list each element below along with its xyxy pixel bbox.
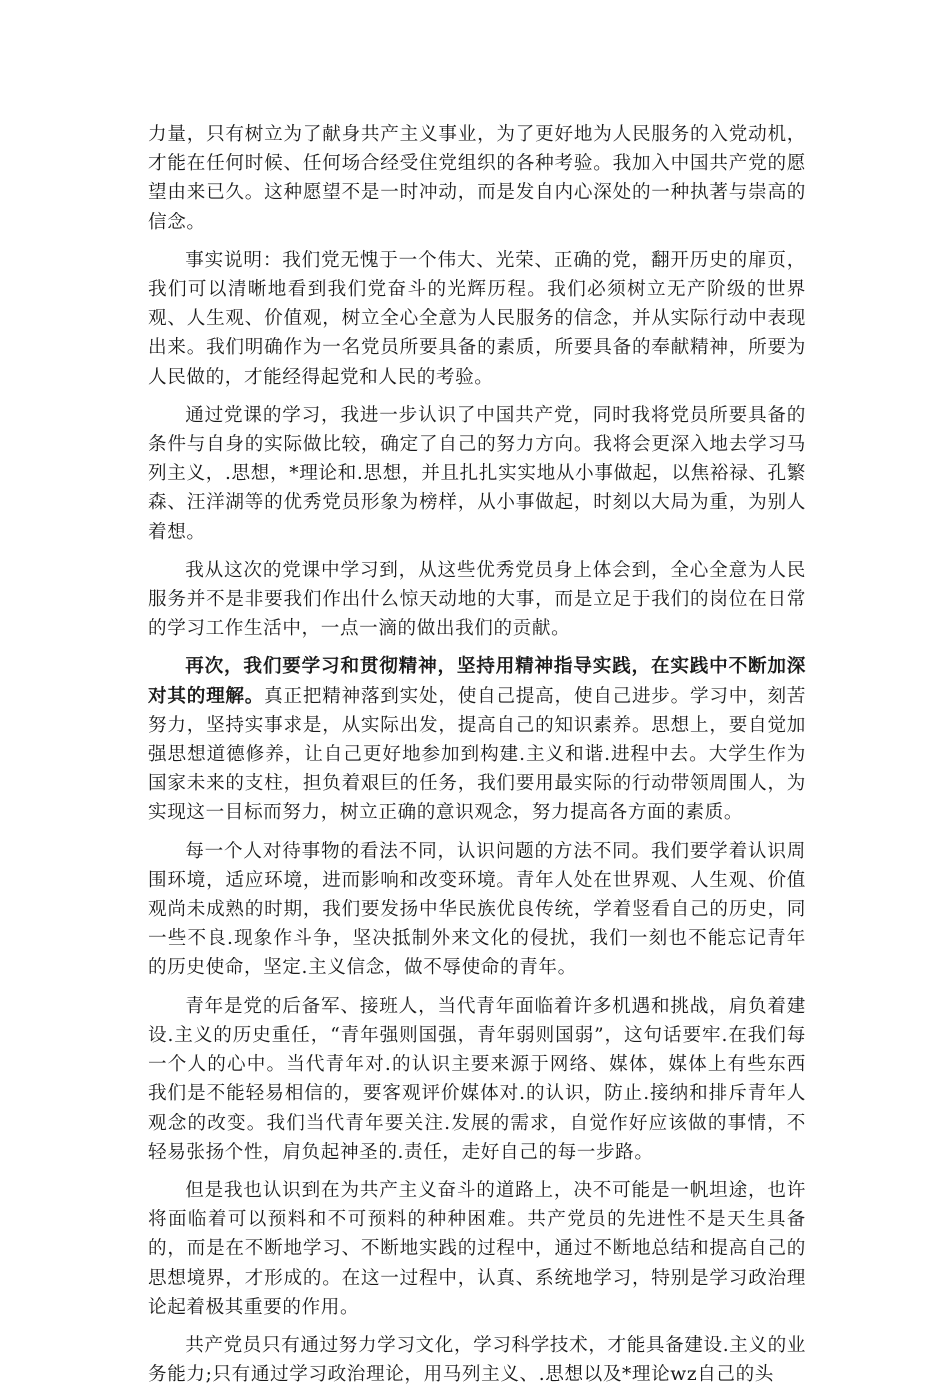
paragraph-4	[148, 556, 806, 644]
paragraph-9	[148, 1331, 806, 1389]
paragraph-2	[148, 246, 806, 392]
paragraph-7	[148, 992, 806, 1167]
paragraph-3	[148, 401, 806, 547]
paragraph-text: 每一个人对待事物的看法不同，认识问题的方法不同。我们要学着认识周围环境，适应环境，进而影响和改变环境。青年人处在世界观、人生观、价值观尚未成熟的时期，我们要发扬中华民族优良传统，学着竖看自己的历史，同一些不良.现象作斗争，坚决抵制外来文化的侵扰，我们一刻也不能忘记青年的历史使命，坚定.主义信念，做不辱使命的青年。	[148, 840, 806, 979]
document-body	[148, 120, 806, 1398]
paragraph-bold-lead: 再次，我们要学习和贯彻精神，坚持用精神指导实践，在实践中不断加深对其的理解。	[148, 656, 806, 707]
paragraph-5	[148, 652, 806, 827]
paragraph-text: 我从这次的党课中学习到，从这些优秀党员身上体会到，全心全意为人民服务并不是非要我们作出什么惊天动地的大事，而是立足于我们的岗位在日常的学习工作生活中，一点一滴的做出我们的贡献。	[148, 559, 806, 640]
paragraph-text: 事实说明：我们党无愧于一个伟大、光荣、正确的党，翻开历史的扉页，我们可以清晰地看到我们党奋斗的光辉历程。我们必须树立无产阶级的世界观、人生观、价值观，树立全心全意为人民服务的信念，并从实际行动中表现出来。我们明确作为一名党员所要具备的素质，所要具备的奉献精神，所要为人民做的，才能经得起党和人民的考验。	[148, 249, 806, 388]
paragraph-text: 但是我也认识到在为共产主义奋斗的道路上，决不可能是一帆坦途，也许将面临着可以预料和不可预料的种种困难。共产党员的先进性不是天生具备的，而是在不断地学习、不断地实践的过程中，通过不断地总结和提高自己的思想境界，才形成的。在这一过程中，认真、系统地学习，特别是学习政治理论起着极其重要的作用。	[148, 1179, 806, 1318]
paragraph-6	[148, 837, 806, 983]
paragraph-1	[148, 120, 806, 237]
paragraph-text: 通过党课的学习，我进一步认识了中国共产党，同时我将党员所要具备的条件与自身的实际做比较，确定了自己的努力方向。我将会更深入地去学习马列主义，.思想，*理论和.思想，并且扎扎实实地从小事做起，以焦裕禄、孔繁森、汪洋湖等的优秀党员形象为榜样，从小事做起，时刻以大局为重，为别人着想。	[148, 404, 806, 543]
paragraph-8	[148, 1176, 806, 1322]
paragraph-text: 力量，只有树立为了献身共产主义事业，为了更好地为人民服务的入党动机，才能在任何时候、任何场合经受住党组织的各种考验。我加入中国共产党的愿望由来已久。这种愿望不是一时冲动，而是发自内心深处的一种执著与崇高的信念。	[148, 124, 806, 233]
paragraph-text: 青年是党的后备军、接班人，当代青年面临着许多机遇和挑战，肩负着建设.主义的历史重任，“青年强则国强，青年弱则国弱”，这句话要牢.在我们每一个人的心中。当代青年对.的认识主要来源于网络、媒体，媒体上有些东西我们是不能轻易相信的，要客观评价媒体对.的认识，防止.接纳和排斥青年人观念的改变。我们当代青年要关注.发展的需求，自觉作好应该做的事情，不轻易张扬个性，肩负起神圣的.责任，走好自己的每一步路。	[148, 995, 806, 1163]
paragraph-text: 真正把精神落到实处，使自己提高，使自己进步。学习中，刻苦努力，坚持实事求是，从实际出发，提高自己的知识素养。思想上，要自觉加强思想道德修养，让自己更好地参加到构建.主义和谐.进程中去。大学生作为国家未来的支柱，担负着艰巨的任务，我们要用最实际的行动带领周围人，为实现这一目标而努力，树立正确的意识观念，努力提高各方面的素质。	[148, 685, 806, 824]
paragraph-text: 共产党员只有通过努力学习文化，学习科学技术，才能具备建设.主义的业务能力;只有通过学习政治理论，用马列主义、.思想以及*理论wz自己的头	[148, 1334, 806, 1386]
